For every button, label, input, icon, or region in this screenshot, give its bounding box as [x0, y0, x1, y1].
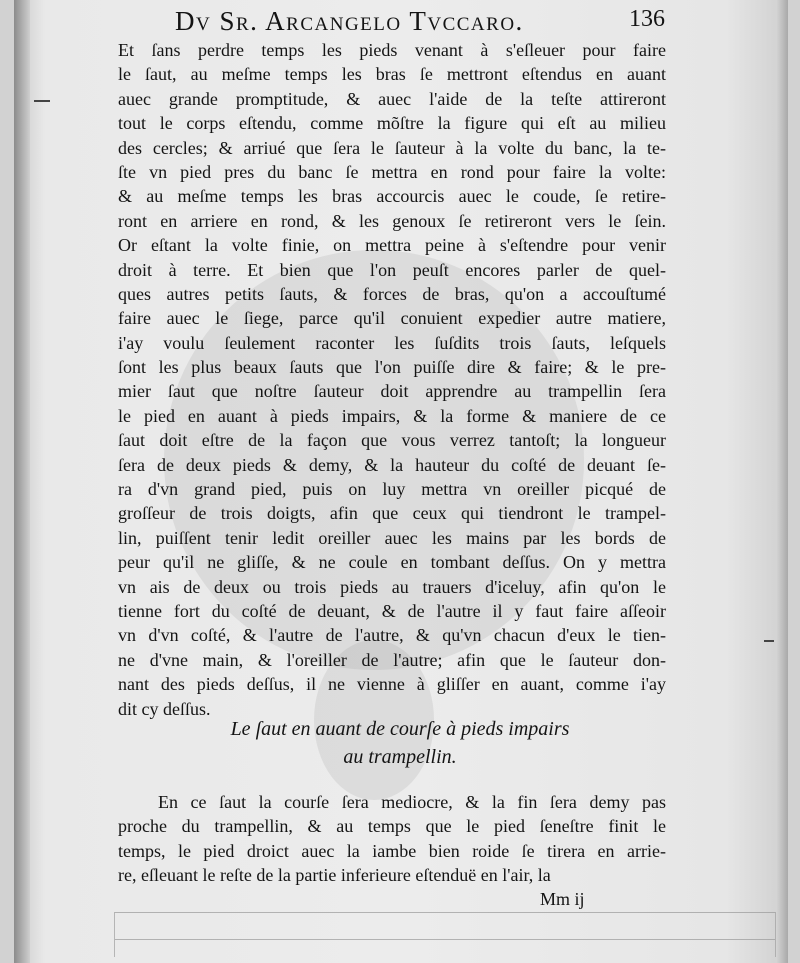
page-number: 136: [629, 6, 665, 32]
text-line: ſaut doit eſtre de la façon que vous verrez tantoſt; la longueur: [118, 430, 666, 451]
text-line: peur qu'il ne gliſſe, & ne coule en tombant deſſus. On y mettra: [118, 552, 666, 573]
text-line: vn d'vn coſté, & l'autre de l'autre, & qu'vn chacun d'eux le tien-: [118, 625, 666, 646]
text-line: re, eſleuant le reſte de la partie inferieure eſtenduë en l'air, la: [118, 865, 551, 886]
text-line: ront en arriere en rond, & les genoux ſe retireront vers le ſein.: [118, 210, 666, 231]
running-title: Dv Sr. Arcangelo Tvccaro.: [175, 6, 524, 36]
body-paragraph-1: [118, 38, 666, 721]
margin-mark: [34, 100, 50, 102]
text-line: le pied en auant à pieds impairs, & la forme & maniere de ce: [118, 405, 666, 426]
text-line: lin, puiſſent tenir ledit oreiller auec les mains par les bords de: [118, 527, 666, 548]
text-line: En ce ſaut la courſe ſera mediocre, & la fin ſera demy pas: [158, 792, 666, 812]
text-line: temps, le pied droict auec la iambe bien roide ſe tirera en arrie-: [118, 840, 666, 861]
running-header: [175, 6, 665, 38]
text-line: i'ay voulu ſeulement raconter les ſuſdits trois ſauts, leſquels: [118, 332, 666, 353]
text-line: ſont les plus beaux ſauts que l'on puiſſe dire & faire; & le pre-: [118, 357, 666, 378]
margin-mark: [764, 640, 774, 642]
text-line: ſera de deux pieds & demy, & la hauteur du coſté de deuant ſe-: [118, 454, 666, 475]
text-line: tout le corps eſtendu, comme mõſtre la figure qui eſt au milieu: [118, 113, 666, 134]
section-heading: [200, 715, 600, 771]
page-left-edge: [14, 0, 30, 963]
text-line: auec grande promptitude, & auec l'aide de la teſte attireront: [118, 88, 666, 109]
page-right-edge: [776, 0, 788, 963]
show-through-frame: [114, 912, 776, 957]
section-heading-line-1: Le ſaut en auant de courſe à pieds impairs: [230, 718, 570, 740]
text-line: dit cy deſſus.: [118, 698, 211, 719]
text-line: Or eſtant la volte finie, on mettra peine à s'eſtendre pour venir: [118, 235, 666, 256]
text-line: faire auec le ſiege, parce qu'il conuient expedier autre matiere,: [118, 308, 666, 329]
text-line: droit à terre. Et bien que l'on peuſt encores parler de quel-: [118, 259, 666, 280]
text-line: nant des pieds deſſus, il ne vienne à gliſſer en auant, comme i'ay: [118, 674, 666, 695]
text-line: vn ais de deux ou trois pieds au trauers d'iceluy, afin qu'on le: [118, 576, 666, 597]
text-line: mier ſaut que noſtre ſauteur doit apprendre au trampellin ſera: [118, 381, 666, 402]
text-line: & au meſme temps les bras accourcis auec le coude, ſe retire-: [118, 186, 666, 207]
body-paragraph-2: [118, 790, 666, 888]
text-line: groſſeur de trois doigts, afin que ceux qui tiendront le trampel-: [118, 503, 666, 524]
text-line: Et ſans perdre temps les pieds venant à s'eſleuer pour faire: [118, 40, 666, 60]
text-line: ra d'vn grand pied, puis on luy mettra vn oreiller picqué de: [118, 479, 666, 500]
text-line: ques autres petits ſauts, & forces de bras, qu'on a accouſtumé: [118, 283, 666, 304]
section-heading-line-2: au trampellin.: [343, 746, 457, 768]
text-line: ne d'vne main, & l'oreiller de l'autre; afin que le ſauteur don-: [118, 649, 666, 670]
text-line: proche du trampellin, & au temps que le pied ſeneſtre finit le: [118, 816, 666, 837]
text-line: le ſaut, au meſme temps les bras ſe mettront eſtendus en auant: [118, 64, 666, 85]
text-line: tienne fort du coſté de deuant, & de l'autre il y faut faire aſſeoir: [118, 600, 666, 621]
text-line: ſte vn pied pres du banc ſe mettra en rond pour faire la volte:: [118, 161, 666, 182]
signature-mark: Mm ij: [540, 889, 585, 909]
text-line: des cercles; & arriué que ſera le ſauteur à la volte du banc, la te-: [118, 137, 666, 158]
